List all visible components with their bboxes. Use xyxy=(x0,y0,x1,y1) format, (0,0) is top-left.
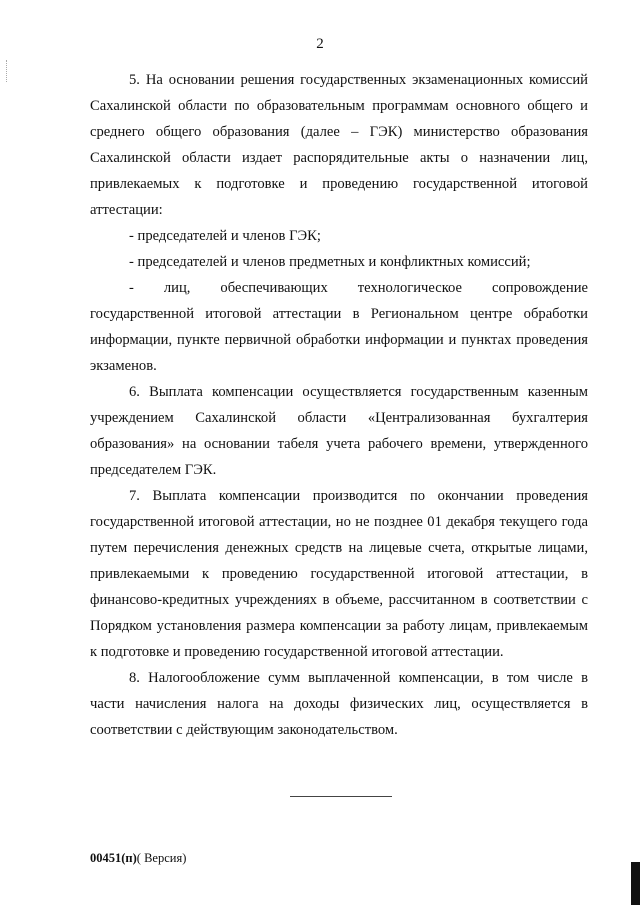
scan-margin-mark xyxy=(6,60,8,82)
list-item-commission-members: - председателей и членов предметных и конфликтных комиссий; xyxy=(129,254,531,270)
paragraph-6: 6. Выплата компенсации осуществляется государственным казенным учреждением Сахалинской области «Централизованная бухгалтерия образования» на основании табеля учета рабочего времени, утвержденного председателем ГЭК. xyxy=(90,384,588,478)
footer-version: ( Версия) xyxy=(136,851,187,865)
paragraph-5: 5. На основании решения государственных экзаменационных комиссий Сахалинской области по образовательным программам основного общего и среднего общего образования (далее – ГЭК) министерство образования Сахалинской области издает распорядительные акты о назначении лиц, привлекаемых к подготовке и проведению государственной итоговой аттестации: xyxy=(90,72,588,218)
scan-edge-bar xyxy=(631,862,640,905)
footer-code: 00451(п) xyxy=(90,851,137,865)
end-separator-line xyxy=(290,796,392,797)
paragraph-8: 8. Налогообложение сумм выплаченной компенсации, в том числе в части начисления налога на доходы физических лиц, осуществляется в соответствии с действующим законодательством. xyxy=(90,670,588,738)
page-number: 2 xyxy=(316,36,324,52)
list-item-technical-staff: - лиц, обеспечивающих технологическое сопровождение государственной итоговой аттестации в Региональном центре обработки информации, пункте первичной обработки информации и пунктах проведения экзаменов. xyxy=(90,280,588,374)
paragraph-7: 7. Выплата компенсации производится по окончании проведения государственной итоговой аттестации, но не позднее 01 декабря текущего года путем перечисления денежных средств на лицевые счета, открытые лицами, привлекаемыми к проведению государственной итоговой аттестации, в финансово-кредитных учреждениях в объеме, рассчитанном в соответствии с Порядком установления размера компенсации за работу лицам, привлекаемым к подготовке и проведению государственной итоговой аттестации. xyxy=(90,488,588,660)
list-item-gek-members: - председателей и членов ГЭК; xyxy=(129,228,321,244)
footer-document-code xyxy=(90,851,186,866)
document-body xyxy=(90,67,588,743)
